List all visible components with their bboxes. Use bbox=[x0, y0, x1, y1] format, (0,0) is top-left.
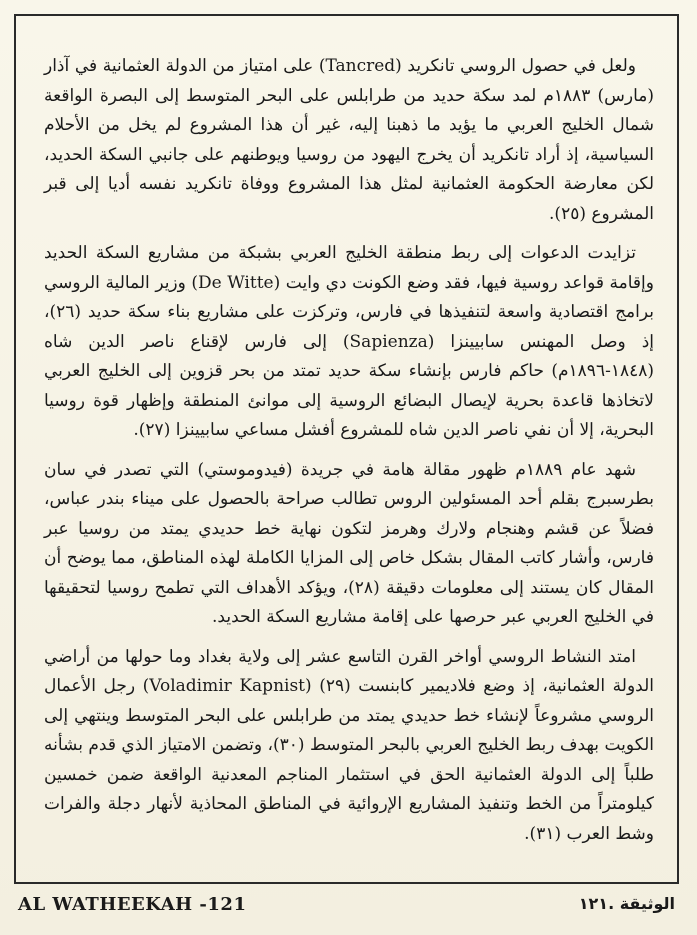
paragraph-de-witte: تزايدت الدعوات إلى ربط منطقة الخليج العربي بشبكة من مشاريع السكة الحديد وإقامة قواعد روسية فيها، فقد وضع الكونت دي وايت (De Witte) وزير المالية الروسي برامج اقتصادية واسعة لتنفيذها في فارس، وتركزت على مشاريع بناء سكة حديد (٢٦)، إذ وصل المهنس سابيينزا (Sapienza) إلى فارس لإقناع ناصر الدين شاه (١٨٤٨-١٨٩٦م) حاكم فارس بإنشاء سكة حديد تمتد من بحر قزوين إلى الخليج العربي لاتخاذها قاعدة بحرية لإيصال البضائع الروسية إلى موانئ المنطقة وإظهار قوة روسيا البحرية، إلا أن نفي ناصر الدين شاه للمشروع أفشل مساعي سابيينزا (٢٧). bbox=[44, 243, 655, 440]
paragraph-kapnist: امتد النشاط الروسي أواخر القرن التاسع عشر إلى ولاية بغداد وما حولها من أراضي الدولة العثمانية، إذ وضع فلاديمير كابنست (٢٩) (Voladimir Kapnist) رجل الأعمال الروسي مشروعاً لإنشاء خط حديدي يمتد من طرابلس على البحر المتوسط وينتهي إلى الكويت بهدف ربط الخليج العربي بالبحر المتوسط (٣٠)، وتضمن الامتياز الذي قدم بشأنه طلباً إلى الدولة العثمانية الحق في استثمار المناجم المعدنية الواقعة ضمن خمسين كيلومتراً من الخط وتنفيذ المشاريع الإروائية في المناطق المحاذية لأنهار دجلة والفرات وشط العرب (٣١). bbox=[44, 646, 654, 844]
page-footer bbox=[14, 890, 679, 920]
article-body bbox=[44, 52, 654, 859]
footer-journal-page-latin: AL WATHEEKAH -121 bbox=[18, 894, 247, 915]
footer-journal-page-arabic: الوثيقة .١٢١ bbox=[578, 894, 675, 913]
paragraph-tancred: ولعل في حصول الروسي تانكريد (Tancred) على امتياز من الدولة العثمانية في آذار (مارس) ١٨٨٣م لمد سكة حديد من طرابلس على البحر المتوسط إلى البصرة الواقعة شمال الخليج العربي ما يؤيد ما ذهبنا إليه، غير أن هذا المشروع لم يخل من الأحلام السياسية، إذ أراد تانكريد أن يخرج اليهود من روسيا ويوطنهم على جانبي السكة الحديد، لكن معارضة الحكومة العثمانية لمثل هذا المشروع ووفاة تانكريد نفسه أديا إلى قبر المشروع (٢٥). bbox=[44, 56, 655, 224]
paragraph-vedomosti: شهد عام ١٨٨٩م ظهور مقالة هامة في جريدة (فيدوموستي) التي تصدر في سان بطرسبرج بقلم أحد المسئولين الروس تطالب صراحة بالحصول على ميناء بندر عباس، فضلاً عن قشم وهنجام ولارك وهرمز لتكون نهاية خط حديدي يمتد من روسيا عبر فارس، وأشار كاتب المقال بشكل خاص إلى المزايا الكاملة لهذه المناطق، مما يوضح أن المقال كان يستند إلى معلومات دقيقة (٢٨)، ويؤكد الأهداف التي تطمح روسيا لتحقيقها في الخليج العربي عبر حرصها على إقامة مشاريع السكة الحديد. bbox=[44, 459, 655, 627]
